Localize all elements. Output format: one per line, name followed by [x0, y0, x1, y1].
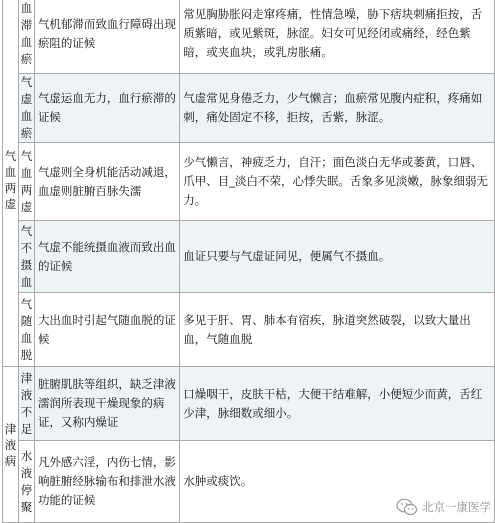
syndrome-symptoms: 多见于肝、胃、肺本有宿疾，脉道突然破裂，以致大量出血，气随血脱	[180, 293, 495, 367]
table-row	[3, 293, 495, 367]
syndrome-symptoms: 气虚常见身倦乏力，少气懒言；血瘀常见腹内症积，疼痛如刺，痛处固定不移，拒按，舌紫，脉涩。	[180, 74, 495, 143]
syndrome-name: 水液停聚	[18, 441, 34, 523]
syndrome-name: 气不摄血	[18, 221, 34, 293]
watermark	[396, 498, 491, 516]
category-cell: 津液病	[3, 367, 19, 523]
syndrome-name: 血滞血瘀	[18, 0, 34, 74]
category-cell: 气血两虚	[3, 0, 19, 367]
syndrome-name: 津液不足	[18, 367, 34, 441]
syndrome-symptoms: 水肿或痰饮。	[180, 441, 495, 523]
syndrome-symptoms: 口燥咽干，皮肤干枯，大便干结难解，小便短少而黄，舌红少津，脉细数或细小。	[180, 367, 495, 441]
watermark-text: 北京一康医学	[422, 499, 491, 515]
syndrome-name: 气虚血瘀	[18, 74, 34, 143]
syndrome-symptoms: 常见胸胁胀闷走窜疼痛，性情急噪，胁下痞块刺痛拒按，舌质紫暗，或见紫斑，脉涩。妇女可见经闭或痛经，经色紫暗，或夹血块，或乳房胀痛。	[180, 0, 495, 74]
syndrome-symptoms: 少气懒言，神疲乏力，自汗；面色淡白无华或萎黄，口唇、爪甲、目_淡白不荣，心悸失眠。舌象多见淡嫩，脉象细弱无力。	[180, 143, 495, 221]
syndrome-symptoms: 血证只要与气虚证同见，便属气不摄血。	[180, 221, 495, 293]
syndrome-definition: 气虚不能统摄血液而致出血的证候	[34, 221, 179, 293]
wechat-icon	[396, 498, 418, 516]
syndrome-definition: 凡外感六淫，内伤七情，影响脏腑经脉输布和排泄水液功能的证候	[34, 441, 179, 523]
syndrome-definition: 气机郁滞而致血行障碍出现瘀阻的证候	[34, 0, 179, 74]
table-row	[3, 143, 495, 221]
syndrome-definition: 脏腑肌肤等组织，缺乏津液濡润所表现干燥现象的病证，又称内燥证	[34, 367, 179, 441]
syndrome-definition: 气虚运血无力，血行瘀滞的证候	[34, 74, 179, 143]
table-row	[3, 221, 495, 293]
syndrome-definition: 大出血时引起气随血脱的证候	[34, 293, 179, 367]
table-row	[3, 74, 495, 143]
syndrome-definition: 气虚则全身机能活动减退，血虚则脏腑百脉失濡	[34, 143, 179, 221]
table-row	[3, 0, 495, 74]
syndrome-name: 气血两虚	[18, 143, 34, 221]
syndrome-name: 气随血脱	[18, 293, 34, 367]
table-row	[3, 367, 495, 441]
syndrome-table	[2, 0, 495, 523]
